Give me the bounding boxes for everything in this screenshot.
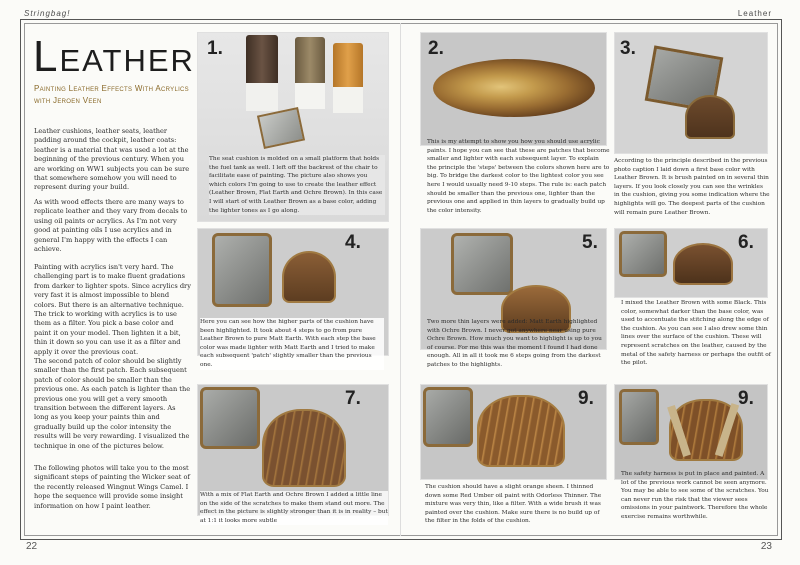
page-spine [400, 23, 401, 536]
article-subtitle: Painting Leather Effects With Acrylics with Jeroen Veen [34, 84, 189, 105]
article-title: Leather [33, 32, 195, 81]
color-gradation-swatch [433, 59, 595, 117]
body-paragraph: The following photos will take you to the most significant steps of painting the Wicker seat of the recently released Wingnut Wings Camel. I hope the sequence will provide some insight information on how I paint leather. [34, 464, 190, 510]
leather-cushion [477, 395, 565, 467]
body-paragraph: As with wood effects there are many ways to replicate leather and they vary from decals to using oil paints or acrylics. As I'm not very good at painting oils I use acrylics and in general I'm happy with the effects I can achieve. [34, 198, 188, 254]
leather-cushion [282, 251, 336, 303]
seat-frame [619, 389, 659, 445]
paint-bottle-label [246, 83, 278, 111]
step-number-8: 9. [578, 388, 594, 409]
paint-bottle-label [333, 87, 363, 113]
body-paragraph: Leather cushions, leather seats, leather padding around the cockpit, leather coats: leather is a material that was used a lot at the beginning of the previous century. When you are working on WW1 subjects you can be sure that somewhere somehow you will need to represent during your build. [34, 127, 190, 192]
step-number-4: 4. [345, 232, 361, 253]
header-magazine-name: Stringbag! [24, 9, 71, 18]
seat-frame [423, 387, 473, 447]
body-paragraph: Painting with acrylics isn't very hard. The challenging part is to make fluent gradations from darker to lighter spots. Since acrylics dry very fast it is almost impossible to blend colors. But there is an alternative technique. The trick to working with acrylics is to use them as a filter. You pick a base color and paint it on your model. Then lighten it a bit, thin it down so you can use it as a filter and apply it over the previous coat. [34, 263, 191, 356]
paint-bottle-label [295, 83, 325, 109]
leather-cushion [685, 95, 735, 139]
seat-frame [451, 233, 513, 295]
step-number-6: 6. [738, 232, 754, 253]
page-number-right: 23 [760, 541, 772, 552]
photo-caption-2: This is my attempt to show you how you should use acrylic paints. I hope you can see that these are patches that become smaller and lighter with each subsequent layer. To explain the principle the 'steps' between the colors shown here are to big. To bridge the darkest color to the lightest color you see here I would usually need 9-10 steps. The rule is: each patch should be smaller than the previous one, lighter than the previous one and applied in thin layers to gradually build up the color intensity. [427, 139, 610, 214]
leather-cushion [262, 409, 346, 487]
body-paragraph: The second patch of color should be slightly smaller than the first patch. Each subsequent patch of color should be smaller than the previous one. As each patch is lighter than the previous one you will get a very smooth transition between the different layers. As long as you keep your paints thin and gradually build up the color intensity the results will be very rewarding. I visualized the technique in one of the pictures below. [34, 357, 191, 450]
leather-cushion [673, 243, 733, 285]
header-section-name: Leather [737, 9, 772, 18]
photo-caption-6: I mixed the Leather Brown with some Black. This color, somewhat darker than the base color, was used to accentuate the stitching along the edge of the cushion. As you can see I also drew some thin lines over the surface of the cushion. These will represent scratches on the leather, caused by the metal of the safety harness or perhaps the outfit of the pilot. [621, 300, 771, 367]
step-number-9: 9. [738, 388, 754, 409]
step-number-2: 2. [428, 38, 444, 59]
step-number-1: 1. [207, 38, 223, 59]
seat-frame [212, 233, 272, 307]
photo-step-3 [614, 32, 768, 154]
photo-caption-1: The seat cushion is molded on a small platform that holds the fuel tank as well. I left off the backrest of the chair to facilitate ease of painting. The picture also shows you which colors I'm going to use to create the leather effect (Leather Brown, Flat Earth and Ochre Brown). In this case I will start of with Leather Brown as a base color, adding the lighter tones as I go along. [209, 155, 385, 215]
step-number-3: 3. [620, 38, 636, 59]
photo-caption-5: Two more thin layers were added: Matt Earth highlighted with Ochre Brown. I never got anywhere near using pure Ochre Brown. How much you want to highlight is up to you of course. For me this was the moment I found I had done enough. All in all it took me 6 steps going from the darkest patches to the highlights. [427, 319, 602, 368]
photo-caption-7: With a mix of Flat Earth and Ochre Brown I added a little line on the side of the scratches to make them stand out more. The effect in the picture is slightly stronger than it is in reality – but at 1:1 it looks more subtle [200, 492, 388, 524]
photo-caption-8: The cushion should have a slight orange sheen. I thinned down some Red Umber oil paint with Odorless Thinner. The mixture was very thin, like a filter. With a wide brush it was painted over the cushion. Make sure there is no build up of the filter in the folds of the cushion. [425, 484, 602, 525]
step-number-7: 7. [345, 388, 361, 409]
photo-step-2 [420, 32, 607, 146]
photo-caption-3: According to the principle described in the previous photo caption I laid down a first base color with Leather Brown. It is brush painted on in several thin layers. If you look closely you can see the wrinkles in the cushion, giving you some indication where the highlights will go. The deepest parts of the cushion will remain pure Leather Brown. [614, 158, 770, 216]
seat-frame [619, 231, 667, 277]
page-number-left: 22 [26, 541, 38, 552]
photo-caption-9: The safety harness is put in place and painted. A lot of the previous work cannot be seen anymore. You may be able to see some of the scratches. You can never run the risk that the viewer sees omissions in your paintwork. Therefore the whole exercise remains worthwhile. [621, 471, 769, 520]
seat-platform [257, 107, 305, 149]
step-number-5: 5. [582, 232, 598, 253]
seat-frame [200, 387, 260, 449]
photo-caption-4: Here you can see how the higher parts of the cushion have been highlighted. It took about 4 steps to go from pure Leather Brown to pure Matt Earth. With each step the base color was made lighter with Matt Earth and I tried to make each subsequent 'patch' slightly smaller than the previous one. [200, 318, 384, 370]
